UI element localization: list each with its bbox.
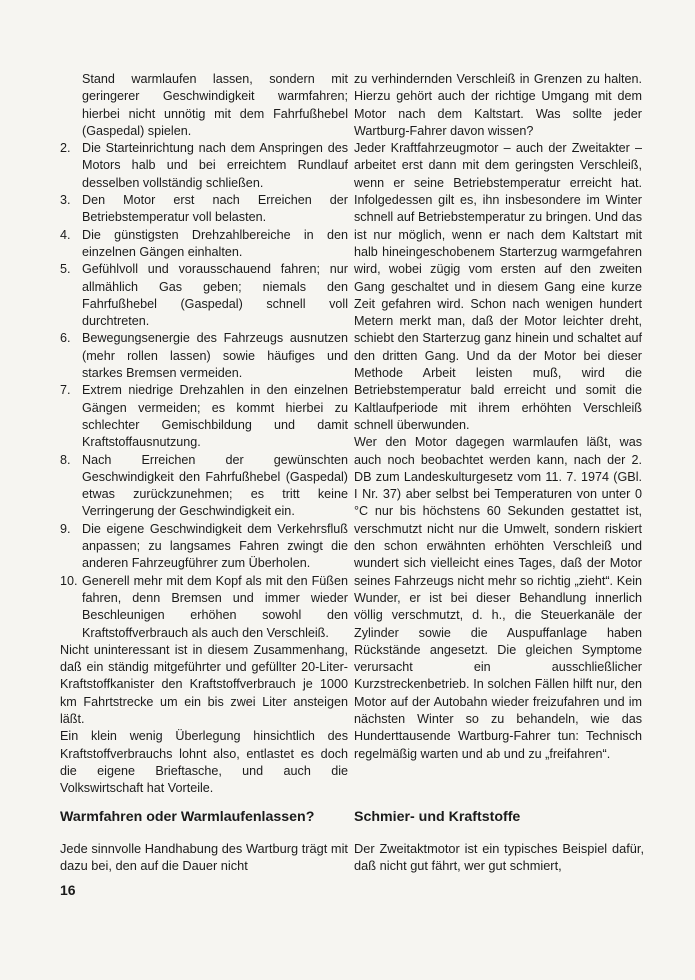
list-item <box>60 227 348 262</box>
list-item <box>60 452 348 521</box>
paragraph: Nicht uninteressant ist in diesem Zusammenhang, daß ein ständig mitgeführter und gefüllter 20-Liter-Kraftstoffkanister den Kraftstoffverbrauch je 1000 km Fahrtstrecke um ein bis zwei Liter ansteigen läßt. <box>60 642 348 726</box>
section-text: Jede sinnvolle Handhabung des Wartburg trägt mit dazu bei, den auf die Dauer nicht <box>60 841 348 874</box>
list-item <box>60 521 348 573</box>
list-text: Nach Erreichen der gewünschten Geschwindigkeit den Fahrfußhebel (Gaspedal) etwas zurückzunehmen; es tritt keine Verringerung der Geschwindigkeit ein. <box>82 452 348 519</box>
list-number: 6. <box>60 331 71 346</box>
section-schmierstoffe <box>354 808 644 875</box>
section-heading: Schmier- und Kraftstoffe <box>354 809 521 825</box>
list-continuation: Stand warmlaufen lassen, sondern mit geringerer Geschwindigkeit warmfahren; hierbei nicht unnötig mit dem Fahrfußhebel (Gaspedal) spielen. <box>82 72 348 138</box>
paragraph: Wer den Motor dagegen warmlaufen läßt, was auch noch beobachtet werden kann, nach der 2. DB zum Landeskulturgesetz vom 11. 7. 1974 (GBl. I Nr. 37) aber selbst bei Temperaturen von unter 0 °C nur bis höchstens 60 Sekunden gestattet ist, verschmutzt nicht nur die Umwelt, sondern riskiert den schon erwähnten erhöhten Verschleiß und wundert sich vielleicht eines Tages, daß der Motor seines Fahrzeugs nicht mehr so richtig „zieht“. Kein Wunder, er ist bei dieser Behandlung innerlich völlig verschmutzt, d. h., die Steuerkanäle der Zylinder sowie die Auspuffanlage haben Rückstände angesetzt. Die gleichen Symptome verursacht ein ausschließlicher Kurzstreckenbetrieb. In solchen Fällen hilft nur, den Motor auf der Autobahn wieder freizufahren und im nächsten Winter so zu behandeln, wie das Hunderttausende Wartburg-Fahrer tun: Technisch regelmäßig warten und ab und zu „freifahren“. <box>354 435 642 761</box>
list-text: Gefühlvoll und vorausschauend fahren; nur allmählich Gas geben; niemals den Fahrfußhebel (Gaspedal) schnell voll durchtreten. <box>82 262 348 329</box>
page-number: 16 <box>60 882 76 898</box>
list-text: Bewegungsenergie des Fahrzeugs ausnutzen (mehr rollen lassen) sowie häufiges und starkes Bremsen vermeiden. <box>82 331 348 381</box>
paragraph: Ein klein wenig Überlegung hinsichtlich des Kraftstoffverbrauchs lohnt also, entlastet es doch die eigene Brieftasche, und auch die Volkswirtschaft hat Vorteile. <box>60 729 348 796</box>
list-item <box>60 192 348 227</box>
list-text: Die günstigsten Drehzahlbereiche in den einzelnen Gängen einhalten. <box>82 227 348 259</box>
list-item <box>60 330 348 382</box>
list-item <box>60 261 348 330</box>
right-column <box>354 71 642 763</box>
list-item <box>60 140 348 192</box>
section-heading: Warmfahren oder Warmlaufenlassen? <box>60 809 315 825</box>
tips-list <box>60 140 348 642</box>
list-item <box>60 382 348 451</box>
list-text: Generell mehr mit dem Kopf als mit den Füßen fahren, denn Bremsen und immer wieder Beschleunigen erhöhen sowohl den Kraftstoffverbrauch als auch den Verschleiß. <box>82 573 348 640</box>
list-text: Die eigene Geschwindigkeit dem Verkehrsfluß anpassen; zu langsames Fahren zwingt die anderen Fahrzeugführer zum Überholen. <box>82 521 348 571</box>
list-text: Extrem niedrige Drehzahlen in den einzelnen Gängen vermeiden; es kommt hierbei zu schlechter Gemischbildung und damit Kraftstoffausnutzung. <box>82 383 348 450</box>
paragraph: zu verhindernden Verschleiß in Grenzen zu halten. Hierzu gehört auch der richtige Umgang mit dem Motor nach dem Kaltstart. Was sollte jeder Wartburg-Fahrer davon wissen? <box>354 72 642 138</box>
list-text: Die Starteinrichtung nach dem Anspringen des Motors halb und bei erreichtem Rundlauf desselben vollständig schließen. <box>82 141 348 190</box>
section-warmfahren <box>60 808 348 875</box>
left-column <box>60 71 348 797</box>
list-number: 9. <box>60 521 71 536</box>
list-number: 5. <box>60 262 71 277</box>
paragraph: Jeder Kraftfahrzeugmotor – auch der Zweitakter – arbeitet erst dann mit dem geringsten Verschleiß, wenn er seine Betriebstemperatur erreicht hat. Infolgedessen gilt es, ihn insbesondere im Winter schnell auf Betriebstemperatur zu bringen. Und das ist nur möglich, wenn er nach dem Kaltstart mit halb hineingeschobenem Starterzug warmgefahren wird, wobei zügig vom ersten auf den zweiten Gang geschaltet und in diesem Gang eine kurze Zeit gefahren wird. Schon nach wenigen hundert Metern merkt man, daß der Motor leichter dreht, schiebt den Starterzug ganz hinein und schaltet auf den dritten Gang. Und da der Motor bei dieser Methode Arbeit leisten muß, wird die Betriebstemperatur bald erreicht und somit die Kaltlaufperiode mit ihrem erhöhten Verschleiß schnell überwunden. <box>354 141 642 432</box>
list-number: 7. <box>60 383 71 398</box>
list-number: 10. <box>60 573 78 588</box>
section-text: Der Zweitaktmotor ist ein typisches Beispiel dafür, daß nicht gut fährt, wer gut schmiert, <box>354 841 644 874</box>
list-item <box>60 573 348 642</box>
list-number: 8. <box>60 452 71 467</box>
list-number: 4. <box>60 227 71 242</box>
list-number: 3. <box>60 193 71 208</box>
list-number: 2. <box>60 141 71 156</box>
list-text: Den Motor erst nach Erreichen der Betriebstemperatur voll belasten. <box>82 193 348 225</box>
